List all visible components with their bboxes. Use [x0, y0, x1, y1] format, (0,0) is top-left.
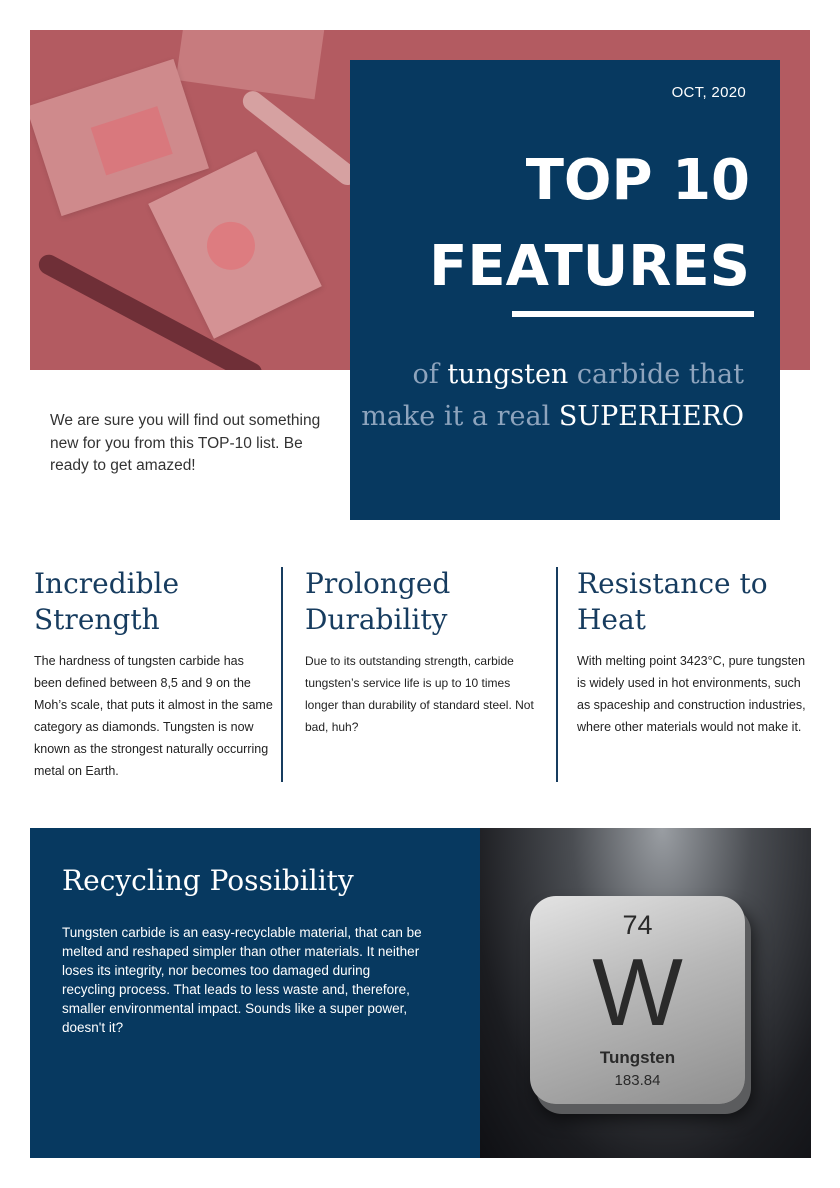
feature-text: The hardness of tungsten carbide has been defined between 8,5 and 9 on the Moh’s scale, that puts it almost in the same category as diamonds. Tungsten is now known as the strongest naturally occurring metal on Earth. — [34, 654, 273, 778]
photo-card-print — [199, 214, 263, 278]
subtitle-text: of — [412, 359, 448, 390]
column-divider — [556, 567, 558, 782]
recycling-title: Recycling Possibility — [62, 864, 354, 897]
feature-text: Due to its outstanding strength, carbide tungsten’s service life is up to 10 times longer than durability of standard steel. Not bad, huh? — [305, 654, 534, 734]
feature-title: Prolonged Durability — [305, 567, 451, 636]
feature-title: Incredible Strength — [34, 567, 180, 636]
recycling-text: Tungsten carbide is an easy-recyclable material, that can be melted and reshaped simpler than other materials. It neither loses its integrity, nor becomes too damaged during recycling process. That leads to less waste and, therefore, smaller environmental impact. Sounds like a super power, doesn't it? — [62, 925, 422, 1035]
title-divider — [512, 311, 754, 317]
title-line: TOP 10 — [525, 148, 750, 213]
tungsten-element-photo — [480, 828, 811, 1158]
subtitle-text: make it a real — [361, 401, 559, 432]
recycling-section — [30, 828, 480, 1158]
element-tile — [530, 896, 745, 1104]
subtitle-highlight: SUPERHERO — [558, 401, 744, 432]
feature-durability — [305, 566, 545, 738]
subtitle-highlight: tungsten — [447, 359, 569, 390]
feature-heat — [577, 566, 807, 738]
photo-card-print — [91, 106, 173, 175]
feature-strength — [34, 566, 274, 782]
subtitle — [361, 354, 744, 438]
element-symbol: W — [592, 939, 683, 1046]
element-name: Tungsten — [599, 1048, 676, 1067]
title-box — [350, 60, 780, 520]
atomic-number: 74 — [622, 910, 653, 940]
feature-text: With melting point 3423°C, pure tungsten is widely used in hot environments, such as spaceship and construction industries, where other materials would not make it. — [577, 654, 806, 734]
atomic-mass: 183.84 — [614, 1072, 661, 1089]
column-divider — [281, 567, 283, 782]
page-title — [429, 138, 750, 310]
subtitle-text: carbide that — [568, 359, 744, 390]
photo-paper — [176, 30, 324, 99]
issue-date: OCT, 2020 — [671, 84, 746, 101]
title-line: FEATURES — [429, 234, 750, 299]
intro-text: We are sure you will find out something new for you from this TOP-10 list. Be ready to get amazed! — [50, 412, 321, 474]
feature-title: Resistance to Heat — [577, 567, 768, 636]
